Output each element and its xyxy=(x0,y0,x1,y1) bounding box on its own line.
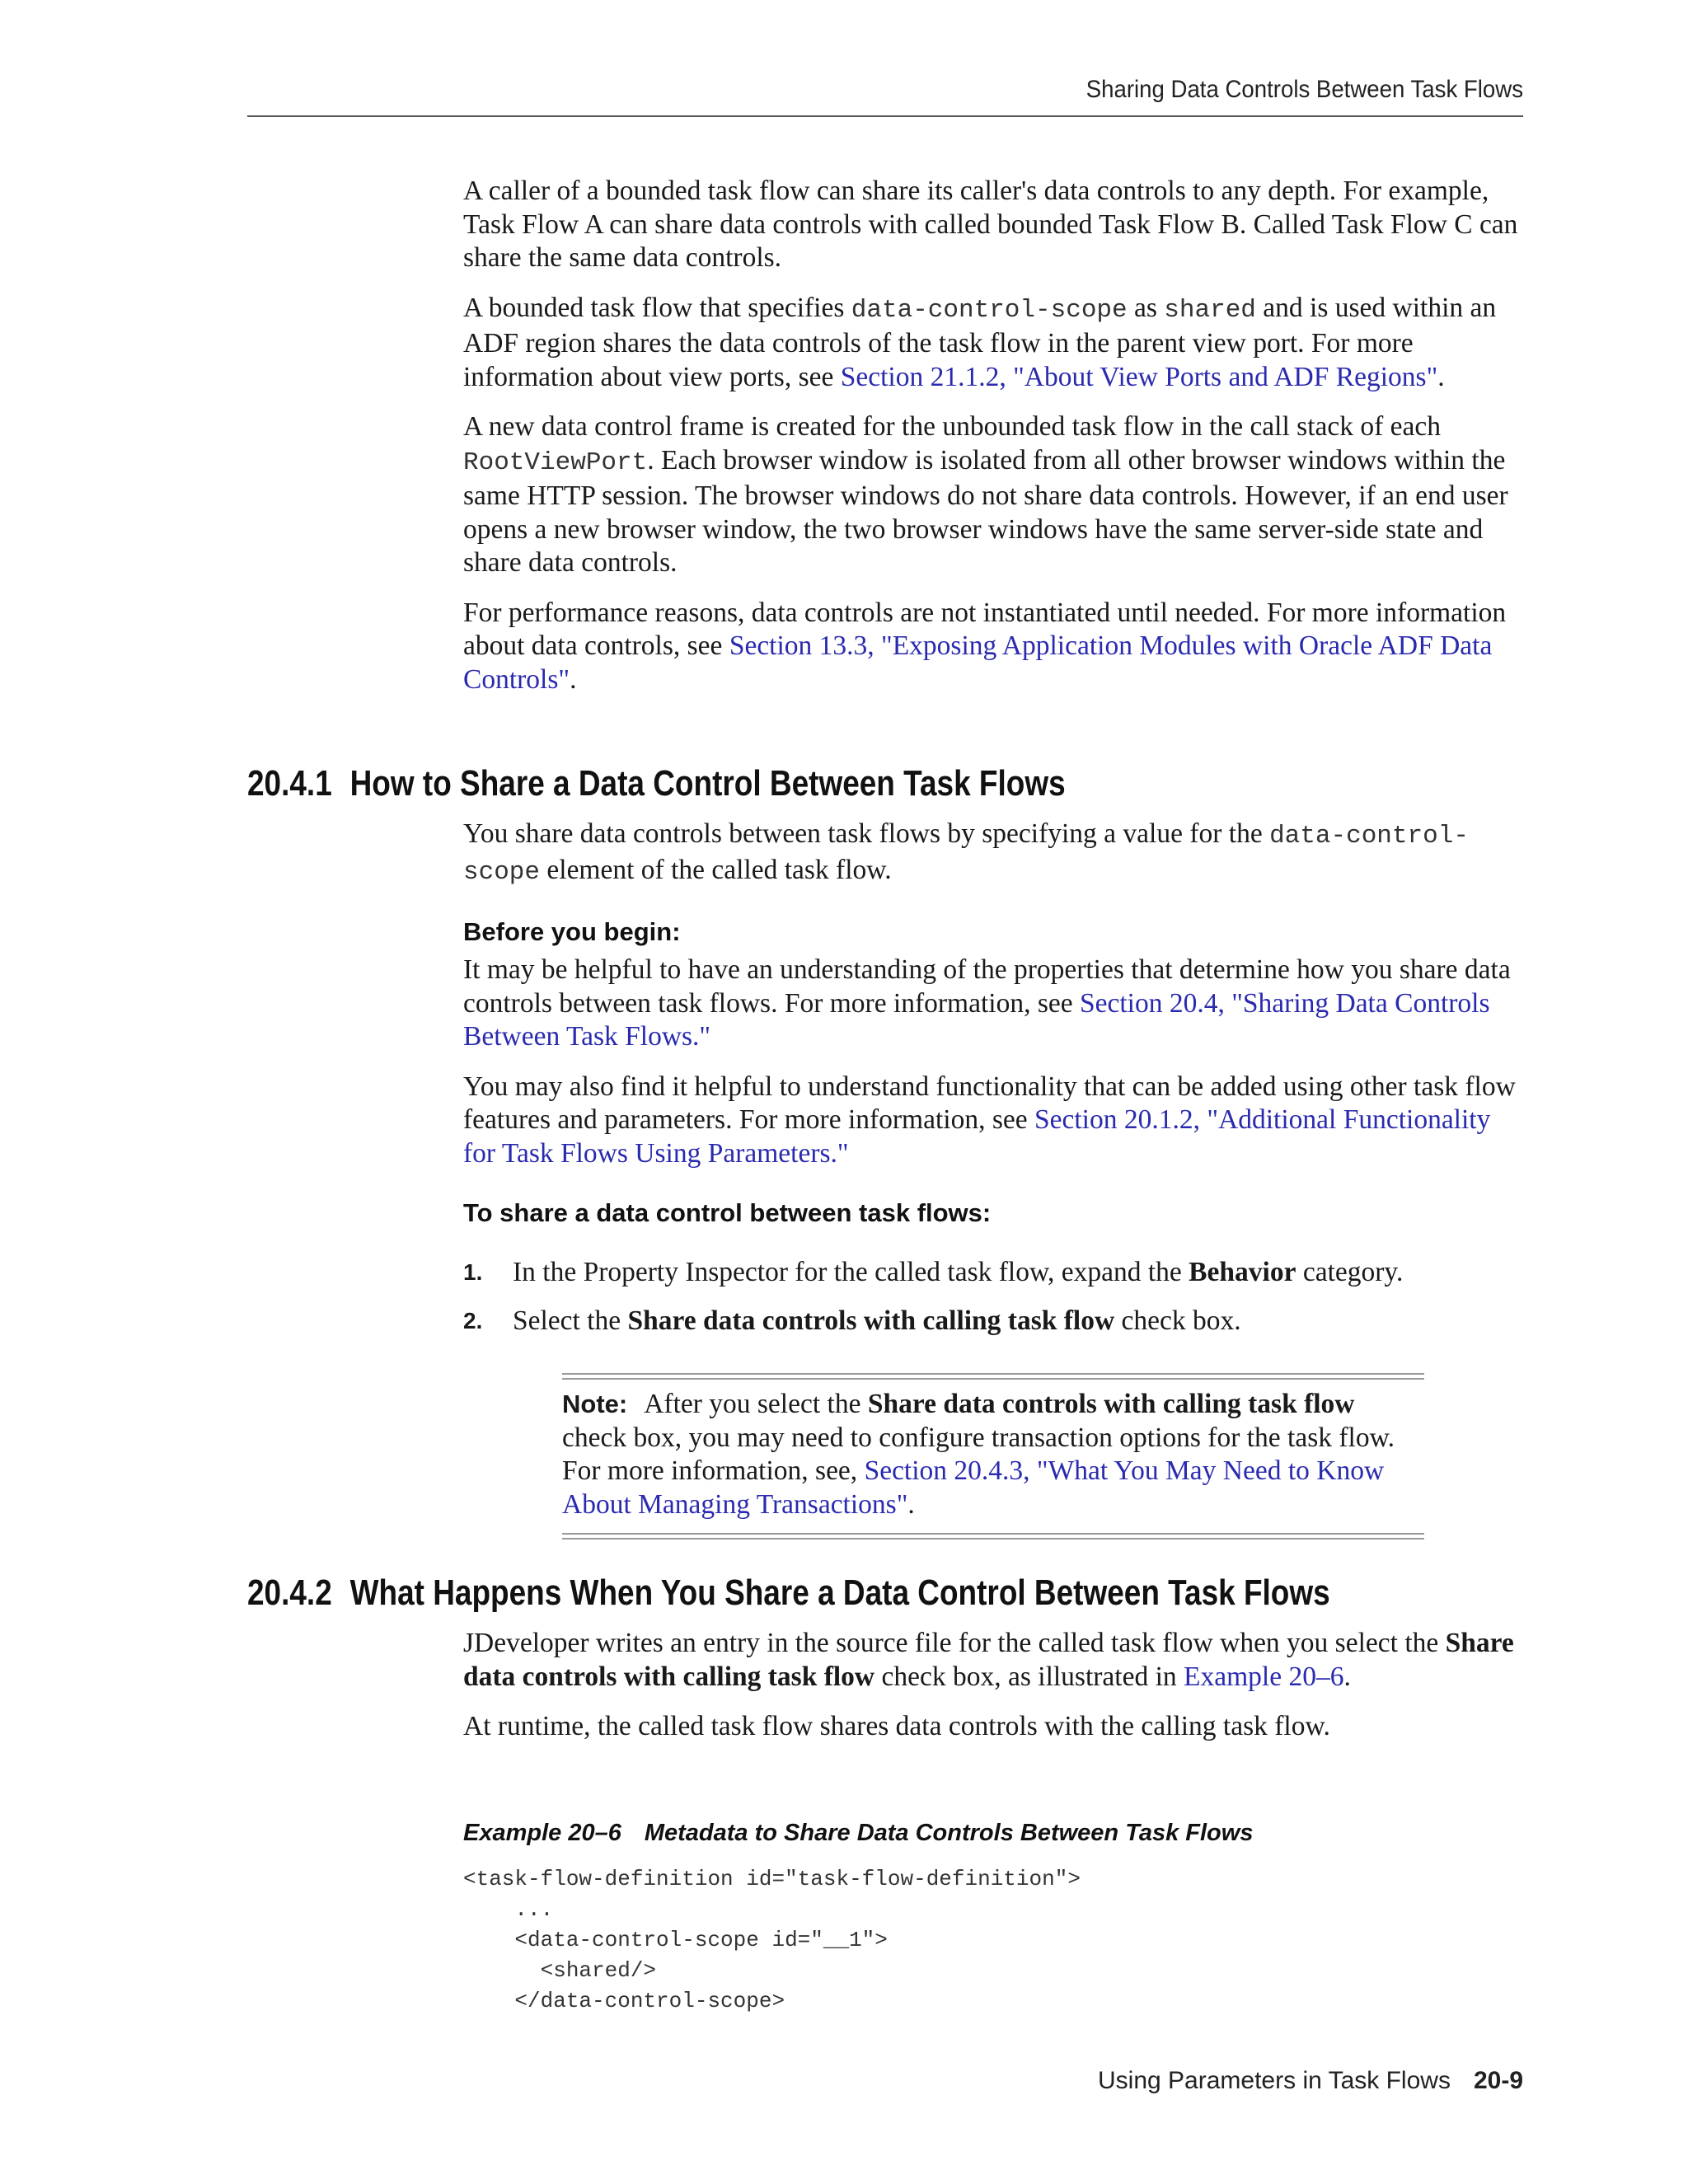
text-run: check box, as illustrated in xyxy=(874,1661,1184,1692)
text-run: element of the called task flow. xyxy=(540,854,892,885)
ui-term: Behavior xyxy=(1189,1257,1296,1287)
text-run: category. xyxy=(1296,1257,1404,1287)
section-2-paragraph-2: At runtime, the called task flow shares data controls with the calling task flow. xyxy=(463,1711,1330,1741)
page-footer xyxy=(1098,2067,1523,2095)
procedure-heading: To share a data control between task flows: xyxy=(463,1198,992,1227)
ui-term: Share data controls with calling task flow xyxy=(627,1305,1115,1336)
section-title: What Happens When You Share a Data Control Between Task Flows xyxy=(349,1572,1330,1613)
text-run: as xyxy=(1127,292,1165,323)
text-run: For performance reasons, data controls are not instantiated until needed. For more information about data controls, see xyxy=(463,597,1507,661)
intro-paragraph-1: A caller of a bounded task flow can share its caller's data controls to any depth. For example, Task Flow A can share data controls with called bounded Task Flow B. Called Task Flow C can share the same data controls. xyxy=(463,176,1518,273)
text-run: and is used within an ADF region shares the data controls of the task flow in the parent view port. For more information about view ports, see xyxy=(463,292,1497,392)
section-number: 20.4.2 xyxy=(247,1572,332,1613)
intro-paragraph-3 xyxy=(463,410,1526,580)
text-run: . Each browser window is isolated from all other browser windows within the same HTTP session. The browser windows do not share data controls. However, if an end user opens a new browser window, the two browser windows have the same server-side state and share data controls. xyxy=(463,444,1508,578)
example-number: Example 20–6 xyxy=(463,1820,621,1846)
text-run: . xyxy=(907,1488,915,1520)
footer-chapter-title: Using Parameters in Task Flows xyxy=(1098,2067,1451,2094)
link-section-20-4-3[interactable]: Section 20.4.3, "What You May Need to Know About Managing Transactions" xyxy=(562,1455,1385,1520)
inline-code: data-control-scope xyxy=(851,295,1128,325)
link-section-21-1-2[interactable]: Section 21.1.2, "About View Ports and ADF Regions" xyxy=(840,361,1438,392)
text-run: JDeveloper writes an entry in the source file for the called task flow when you select the xyxy=(463,1628,1446,1658)
text-run: . xyxy=(1343,1661,1351,1692)
section-1-paragraph-2 xyxy=(463,954,1526,1054)
page-number: 20-9 xyxy=(1473,2067,1523,2094)
text-run: . xyxy=(570,663,577,695)
text-run: check box. xyxy=(1114,1305,1241,1336)
link-example-20-6[interactable]: Example 20–6 xyxy=(1184,1661,1344,1692)
note-text xyxy=(562,1388,1424,1521)
header-rule xyxy=(247,115,1523,117)
running-header: Sharing Data Controls Between Task Flows xyxy=(1085,76,1523,103)
ui-term: Share data controls with calling task flow xyxy=(463,1628,1514,1692)
link-section-13-3[interactable]: Section 13.3, "Exposing Application Modules with Oracle ADF Data Controls" xyxy=(463,630,1493,695)
section-heading-20-4-2 xyxy=(247,1572,1330,1614)
step-number: 1. xyxy=(463,1259,483,1285)
text-run: A bounded task flow that specifies xyxy=(463,292,851,323)
note-bottom-rule xyxy=(562,1533,1424,1540)
note-top-rule xyxy=(562,1373,1424,1380)
section-number: 20.4.1 xyxy=(247,763,332,804)
text-run: Select the xyxy=(513,1305,628,1336)
inline-code: shared xyxy=(1164,295,1256,325)
procedure-step xyxy=(463,1256,1526,1289)
text-run: You may also find it helpful to understand functionality that can be added using other task flow features and parameters. For more information, see xyxy=(463,1071,1516,1135)
example-title: Metadata to Share Data Controls Between Task Flows xyxy=(644,1820,1254,1846)
before-you-begin-heading: Before you begin: xyxy=(463,917,681,946)
inline-code: RootViewPort xyxy=(463,448,648,477)
text-run: A new data control frame is created for the unbounded task flow in the call stack of each xyxy=(463,411,1442,442)
inline-code: data-control-scope xyxy=(463,822,1469,887)
ui-term: Share data controls with calling task flow xyxy=(867,1389,1355,1419)
step-number: 2. xyxy=(463,1308,483,1333)
link-section-20-1-2[interactable]: Section 20.1.2, "Additional Functionality for Task Flows Using Parameters." xyxy=(463,1104,1491,1169)
text-run: It may be helpful to have an understanding of the properties that determine how you share data controls between task flows. For more information, see xyxy=(463,954,1511,1019)
section-1-paragraph-1 xyxy=(463,818,1526,889)
section-1-paragraph-3 xyxy=(463,1071,1526,1171)
section-1-body xyxy=(463,818,1526,1228)
intro-block xyxy=(463,175,1526,696)
section-2-paragraph-1 xyxy=(463,1627,1526,1694)
procedure-step xyxy=(463,1305,1526,1338)
text-run: check box, you may need to configure transaction options for the task flow. For more information, see, xyxy=(562,1422,1395,1486)
intro-paragraph-2 xyxy=(463,292,1526,395)
procedure-steps xyxy=(463,1256,1526,1338)
text-run: After you select the xyxy=(644,1389,868,1419)
example-caption xyxy=(463,1820,1253,1847)
text-run: In the Property Inspector for the called task flow, expand the xyxy=(513,1257,1189,1287)
section-heading-20-4-1 xyxy=(247,763,1066,804)
section-title: How to Share a Data Control Between Task Flows xyxy=(349,763,1066,804)
text-run: . xyxy=(1437,361,1445,392)
note-box xyxy=(562,1373,1424,1540)
intro-paragraph-4 xyxy=(463,597,1526,697)
text-run: You share data controls between task flows by specifying a value for the xyxy=(463,818,1270,849)
link-section-20-4[interactable]: Section 20.4, "Sharing Data Controls Between Task Flows." xyxy=(463,987,1490,1052)
section-2-body xyxy=(463,1627,1526,1744)
note-label: Note: xyxy=(562,1390,628,1418)
code-example: <task-flow-definition id="task-flow-definition"> ... <data-control-scope id="__1"> <shared/> </data-control-scope> xyxy=(463,1867,1081,2013)
